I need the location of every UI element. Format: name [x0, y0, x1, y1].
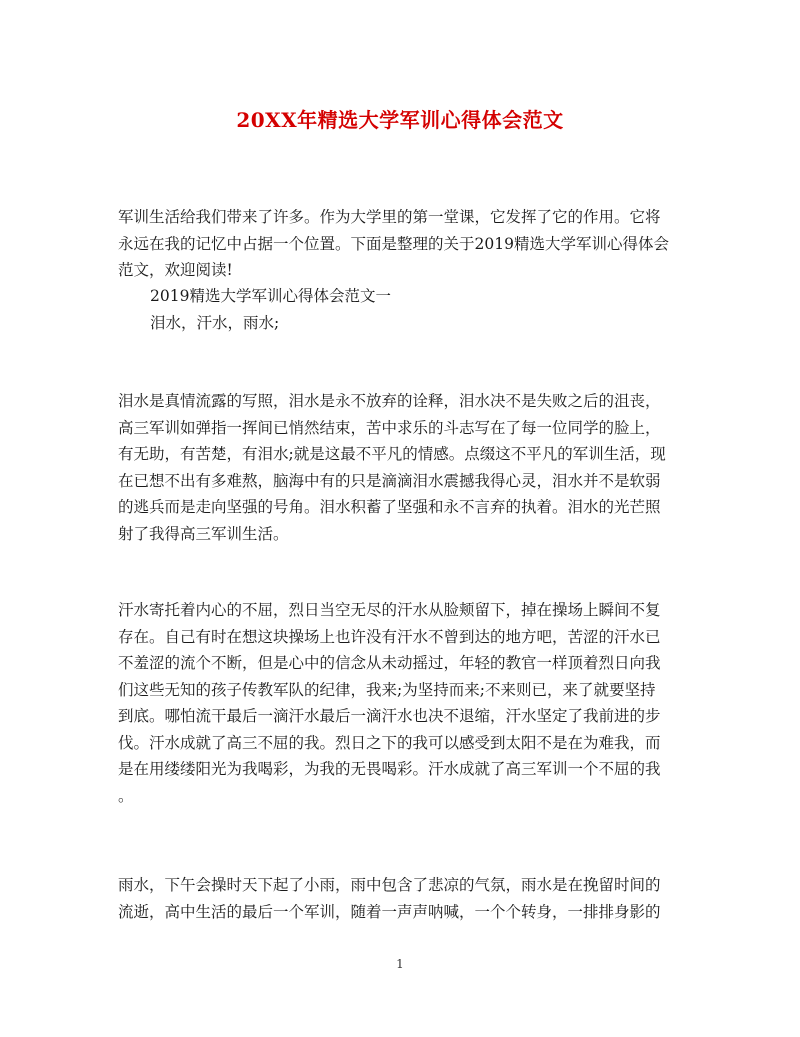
text-line: 。: [118, 786, 134, 805]
text-line: 伐。汗水成就了高三不屈的我。烈日之下的我可以感受到太阳不是在为难我，而: [118, 733, 661, 752]
text-line: 范文，欢迎阅读!: [118, 261, 233, 279]
document-title: 20XX年精选大学军训心得体会范文: [236, 108, 564, 132]
text-line: 们这些无知的孩子传教军队的纪律，我来;为坚持而来;不来则已，来了就要坚持: [118, 680, 656, 699]
text-line: 是在用缕缕阳光为我喝彩，为我的无畏喝彩。汗水成就了高三军训一个不屈的我: [118, 760, 661, 778]
paragraph-tears: [118, 388, 678, 547]
section-heading: 2019精选大学军训心得体会范文一: [150, 287, 391, 305]
text-line: 到底。哪怕流干最后一滴汗水最后一滴汗水也决不退缩，汗水坚定了我前进的步: [118, 707, 661, 725]
text-line: 射了我得高三军训生活。: [118, 524, 289, 543]
text-line: 在已想不出有多难熬，脑海中有的只是滴滴泪水震撼我得心灵，泪水并不是软弱: [118, 471, 661, 490]
paragraph-sweat: [118, 597, 678, 809]
text-line: 流逝，高中生活的最后一个军训，随着一声声呐喊，一个个转身，一排排身影的: [118, 902, 661, 921]
text-line: 存在。自己有时在想这块操场上也许没有汗水不曾到达的地方吧，苦涩的汗水已: [118, 627, 661, 646]
intro-paragraph: [118, 204, 678, 284]
page-number: 1: [396, 957, 404, 971]
text-line: 有无助，有苦楚，有泪水;就是这最不平凡的情感。点缀这不平凡的军训生活，现: [118, 445, 666, 463]
text-line: 军训生活给我们带来了许多。作为大学里的第一堂课，它发挥了它的作用。它将: [118, 208, 661, 226]
text-line: 汗水寄托着内心的不屈，烈日当空无尽的汗水从脸颊留下，掉在操场上瞬间不复: [118, 601, 661, 619]
text-line: 的逃兵而是走向坚强的号角。泪水积蓄了坚强和永不言弃的执着。泪水的光芒照: [118, 498, 661, 516]
text-line: 高三军训如弹指一挥间已悄然结束，苦中求乐的斗志写在了每一位同学的脸上，: [118, 418, 661, 437]
paragraph-rain: [118, 872, 678, 925]
text-line: 雨水，下午会操时天下起了小雨，雨中包含了悲凉的气氛，雨水是在挽留时间的: [118, 876, 661, 894]
text-line: 永远在我的记忆中占据一个位置。下面是整理的关于2019精选大学军训心得体会: [118, 234, 669, 253]
text-line: 不羞涩的流个不断，但是心中的信念从未动摇过，年轻的教官一样顶着烈日向我: [118, 654, 661, 672]
text-line: 泪水是真情流露的写照，泪水是永不放弃的诠释，泪水决不是失败之后的沮丧，: [118, 392, 661, 410]
section-subheading: 泪水，汗水，雨水;: [150, 314, 280, 332]
